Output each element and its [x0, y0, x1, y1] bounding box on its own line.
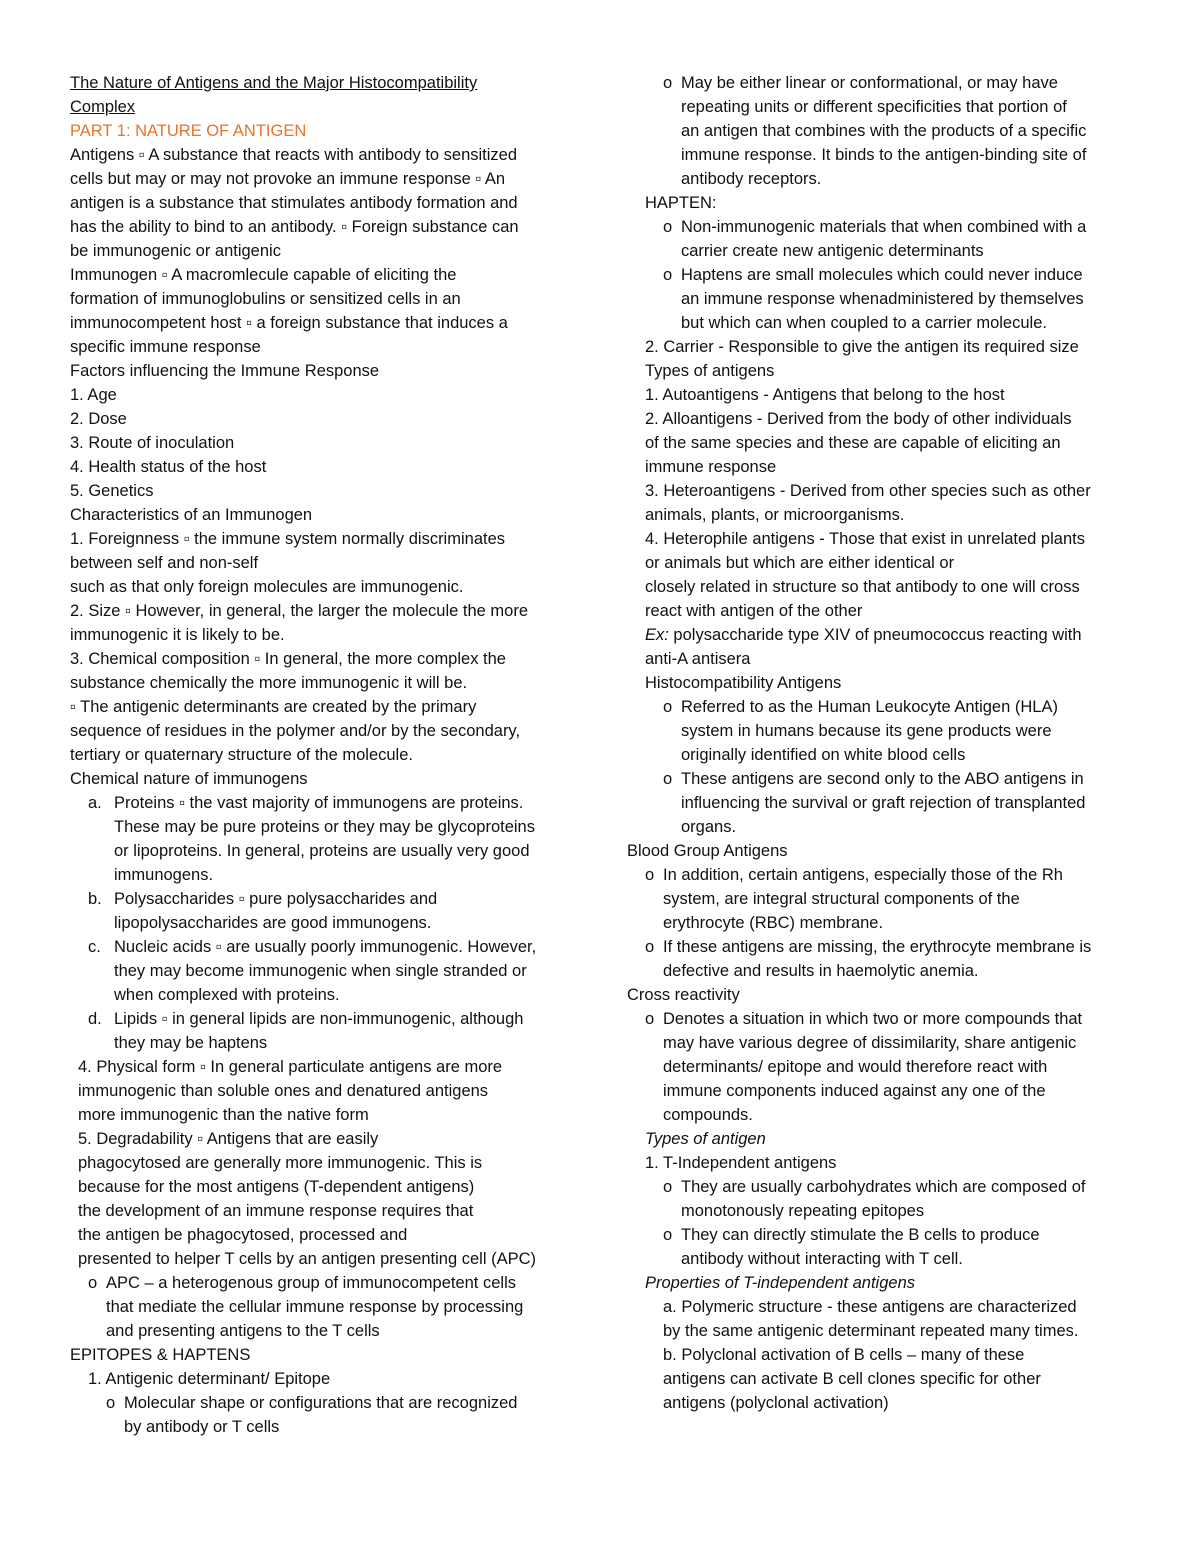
text-line: the antigen be phagocytosed, processed and	[78, 1226, 408, 1244]
text-line: carrier create new antigenic determinants	[681, 242, 984, 260]
text-line: 3. Chemical composition ▫ In general, the more complex the	[70, 650, 506, 668]
text-line: If these antigens are missing, the erythrocyte membrane is	[663, 938, 1092, 956]
text-line: tertiary or quaternary structure of the molecule.	[70, 746, 413, 764]
antigens-definition	[70, 143, 585, 263]
text-line: the development of an immune response requires that	[78, 1202, 474, 1220]
bullet-icon: o	[645, 1010, 655, 1028]
text-line: because for the most antigens (T-dependent antigens)	[78, 1178, 475, 1196]
properties-list	[627, 1295, 1147, 1415]
text-line: Nucleic acids ▫ are usually poorly immunogenic. However,	[114, 938, 537, 956]
apc-bullet	[70, 1271, 585, 1343]
text-line: animals, plants, or microorganisms.	[645, 506, 905, 524]
text-line: erythrocyte (RBC) membrane.	[663, 914, 884, 932]
text-line: when complexed with proteins.	[114, 986, 340, 1004]
chemical-nature-heading: Chemical nature of immunogens	[70, 770, 308, 788]
text-line: be immunogenic or antigenic	[70, 242, 281, 260]
text-line: Proteins ▫ the vast majority of immunogens are proteins.	[114, 794, 524, 812]
bullet-icon: o	[663, 770, 673, 788]
text-line: antigens can activate B cell clones specific for other	[663, 1370, 1041, 1388]
text-line: Denotes a situation in which two or more compounds that	[663, 1010, 1083, 1028]
bullet-icon: o	[663, 74, 673, 92]
left-column	[70, 71, 585, 1439]
hapten-heading: HAPTEN:	[645, 194, 717, 212]
text-line: lipopolysaccharides are good immunogens.	[114, 914, 432, 932]
text-line: monotonously repeating epitopes	[681, 1202, 925, 1220]
text-line: an antigen that combines with the products of a specific	[681, 122, 1087, 140]
characteristics-heading: Characteristics of an Immunogen	[70, 506, 313, 524]
text-line: but which can when coupled to a carrier molecule.	[681, 314, 1047, 332]
text-line: more immunogenic than the native form	[78, 1106, 369, 1124]
blood-bullet	[627, 935, 1147, 983]
blood-group-heading: Blood Group Antigens	[627, 842, 788, 860]
text-line: react with antigen of the other	[645, 602, 863, 620]
carrier-line: 2. Carrier - Responsible to give the antigen its required size	[645, 338, 1079, 356]
bullet-icon: o	[663, 266, 673, 284]
text-line: antibody receptors.	[681, 170, 822, 188]
characteristics-text	[70, 527, 585, 767]
text-line: immune response. It binds to the antigen-binding site of	[681, 146, 1087, 164]
text-line: a. Polymeric structure - these antigens are characterized	[663, 1298, 1077, 1316]
factors-list	[70, 383, 585, 503]
text-line: 4. Physical form ▫ In general particulate antigens are more	[78, 1058, 503, 1076]
list-item: 1. Age	[70, 386, 117, 404]
text-line: antigen is a substance that stimulates antibody formation and	[70, 194, 518, 212]
text-line: In addition, certain antigens, especially those of the Rh	[663, 866, 1063, 884]
text-line: specific immune response	[70, 338, 261, 356]
text-line: that mediate the cellular immune response by processing	[106, 1298, 524, 1316]
doc-title-line-2: Complex	[70, 98, 136, 116]
epitope-subheading: 1. Antigenic determinant/ Epitope	[88, 1370, 331, 1388]
types-of-antigen-heading: Types of antigen	[645, 1130, 766, 1148]
text-line: anti-A antisera	[645, 650, 751, 668]
list-marker: b.	[88, 890, 102, 908]
text-line: 2. Alloantigens - Derived from the body of other individuals	[645, 410, 1072, 428]
text-line: ▫ The antigenic determinants are created by the primary	[70, 698, 477, 716]
hapten-bullet	[627, 263, 1147, 335]
text-line: and presenting antigens to the T cells	[106, 1322, 380, 1340]
text-line: influencing the survival or graft rejection of transplanted	[681, 794, 1086, 812]
text-line: has the ability to bind to an antibody. ▫ Foreign substance can	[70, 218, 519, 236]
bullet-icon: o	[663, 1226, 673, 1244]
bullet-icon: o	[106, 1394, 116, 1412]
text-line: immune components induced against any one of the	[663, 1082, 1046, 1100]
text-line: Molecular shape or configurations that are recognized	[124, 1394, 518, 1412]
cross-reactivity-heading: Cross reactivity	[627, 986, 740, 1004]
text-line: They can directly stimulate the B cells to produce	[681, 1226, 1040, 1244]
epitope-bullet	[70, 1391, 585, 1439]
text-line: Polysaccharides ▫ pure polysaccharides and	[114, 890, 438, 908]
doc-title-line-1: The Nature of Antigens and the Major Histocompatibility	[70, 74, 478, 92]
histocompatibility-heading: Histocompatibility Antigens	[645, 674, 842, 692]
text-line: such as that only foreign molecules are immunogenic.	[70, 578, 464, 596]
example-line	[645, 623, 1147, 647]
list-item	[88, 887, 585, 935]
text-line: by the same antigenic determinant repeated many times.	[663, 1322, 1079, 1340]
list-marker: a.	[88, 794, 102, 812]
list-marker: c.	[88, 938, 101, 956]
text-line: immunogenic than soluble ones and denatured antigens	[78, 1082, 489, 1100]
text-line: antibody without interacting with T cell.	[681, 1250, 963, 1268]
text-line: Lipids ▫ in general lipids are non-immunogenic, although	[114, 1010, 524, 1028]
text-line: formation of immunoglobulins or sensitized cells in an	[70, 290, 461, 308]
text-line: Referred to as the Human Leukocyte Antigen (HLA)	[681, 698, 1058, 716]
factors-heading: Factors influencing the Immune Response	[70, 362, 380, 380]
list-item	[88, 1007, 585, 1055]
text-line: immunogenic it is likely to be.	[70, 626, 285, 644]
example-text: polysaccharide type XIV of pneumococcus reacting with	[668, 626, 1082, 644]
list-item: 4. Health status of the host	[70, 458, 267, 476]
properties-heading: Properties of T-independent antigens	[645, 1274, 915, 1292]
bullet-icon: o	[663, 698, 673, 716]
immunogen-definition	[70, 263, 585, 359]
text-line: b. Polyclonal activation of B cells – many of these	[663, 1346, 1025, 1364]
blood-bullet	[627, 863, 1147, 935]
text-line: repeating units or different specificities that portion of	[681, 98, 1067, 116]
text-line: antigens (polyclonal activation)	[663, 1394, 889, 1412]
epitopes-haptens-heading: EPITOPES & HAPTENS	[70, 1346, 251, 1364]
text-line: closely related in structure so that antibody to one will cross	[645, 578, 1080, 596]
hapten-bullet	[627, 215, 1147, 263]
text-line: sequence of residues in the polymer and/or by the secondary,	[70, 722, 521, 740]
text-line: These antigens are second only to the ABO antigens in	[681, 770, 1084, 788]
text-line: they may be haptens	[114, 1034, 268, 1052]
text-line: Haptens are small molecules which could never induce	[681, 266, 1083, 284]
text-line: may have various degree of dissimilarity, share antigenic	[663, 1034, 1077, 1052]
text-line: Non-immunogenic materials that when combined with a	[681, 218, 1087, 236]
list-item: 3. Route of inoculation	[70, 434, 235, 452]
bullet-icon: o	[88, 1274, 98, 1292]
text-line: between self and non-self	[70, 554, 259, 572]
text-line: system in humans because its gene products were	[681, 722, 1052, 740]
physical-degradability-text	[70, 1055, 585, 1271]
text-line: Immunogen ▫ A macromlecule capable of eliciting the	[70, 266, 457, 284]
bullet-icon: o	[663, 218, 673, 236]
text-line: by antibody or T cells	[124, 1418, 280, 1436]
text-line: determinants/ epitope and would therefore react with	[663, 1058, 1048, 1076]
text-line: organs.	[681, 818, 737, 836]
chemical-nature-list	[70, 791, 585, 1055]
text-line: or lipoproteins. In general, proteins are usually very good	[114, 842, 530, 860]
text-line: immune response	[645, 458, 777, 476]
text-line: 2. Size ▫ However, in general, the larger the molecule the more	[70, 602, 529, 620]
epitope-continued-bullet	[627, 71, 1147, 191]
list-item: 5. Genetics	[70, 482, 154, 500]
right-column	[627, 71, 1147, 1415]
text-line: 3. Heteroantigens - Derived from other species such as other	[645, 482, 1091, 500]
part1-heading: PART 1: NATURE OF ANTIGEN	[70, 122, 307, 140]
text-line: APC – a heterogenous group of immunocompetent cells	[106, 1274, 516, 1292]
text-line: 1. Foreignness ▫ the immune system normally discriminates	[70, 530, 506, 548]
tind-bullet	[627, 1223, 1147, 1271]
example-label: Ex:	[645, 626, 669, 644]
text-line: They are usually carbohydrates which are composed of	[681, 1178, 1086, 1196]
list-item	[88, 791, 585, 887]
text-line: 5. Degradability ▫ Antigens that are easily	[78, 1130, 379, 1148]
text-line: 4. Heterophile antigens - Those that exist in unrelated plants	[645, 530, 1085, 548]
text-line: immunocompetent host ▫ a foreign substance that induces a	[70, 314, 508, 332]
carrier-and-types	[627, 335, 1147, 695]
text-line: substance chemically the more immunogenic it will be.	[70, 674, 468, 692]
list-item: 2. Dose	[70, 410, 127, 428]
text-line: These may be pure proteins or they may be glycoproteins	[114, 818, 535, 836]
types-of-antigens-heading: Types of antigens	[645, 362, 775, 380]
histo-bullet	[627, 767, 1147, 839]
histo-bullet	[627, 695, 1147, 767]
text-line: presented to helper T cells by an antigen presenting cell (APC)	[78, 1250, 536, 1268]
text-line: defective and results in haemolytic anemia.	[663, 962, 979, 980]
text-line: system, are integral structural components of the	[663, 890, 1020, 908]
bullet-icon: o	[645, 866, 655, 884]
t-independent-heading: 1. T-Independent antigens	[645, 1154, 837, 1172]
cross-bullet	[627, 1007, 1147, 1127]
text-line: 1. Autoantigens - Antigens that belong to the host	[645, 386, 1005, 404]
text-line: of the same species and these are capable of eliciting an	[645, 434, 1061, 452]
text-line: compounds.	[663, 1106, 753, 1124]
text-line: originally identified on white blood cells	[681, 746, 966, 764]
text-line: cells but may or may not provoke an immune response ▫ An	[70, 170, 506, 188]
bullet-icon: o	[663, 1178, 673, 1196]
text-line: phagocytosed are generally more immunogenic. This is	[78, 1154, 483, 1172]
list-item	[88, 935, 585, 1007]
text-line: an immune response whenadministered by themselves	[681, 290, 1084, 308]
text-line: immunogens.	[114, 866, 214, 884]
tind-bullet	[627, 1175, 1147, 1223]
text-line: May be either linear or conformational, or may have	[681, 74, 1058, 92]
text-line: or animals but which are either identical or	[645, 554, 955, 572]
bullet-icon: o	[645, 938, 655, 956]
text-line: they may become immunogenic when single stranded or	[114, 962, 527, 980]
text-line: Antigens ▫ A substance that reacts with antibody to sensitized	[70, 146, 518, 164]
list-marker: d.	[88, 1010, 102, 1028]
